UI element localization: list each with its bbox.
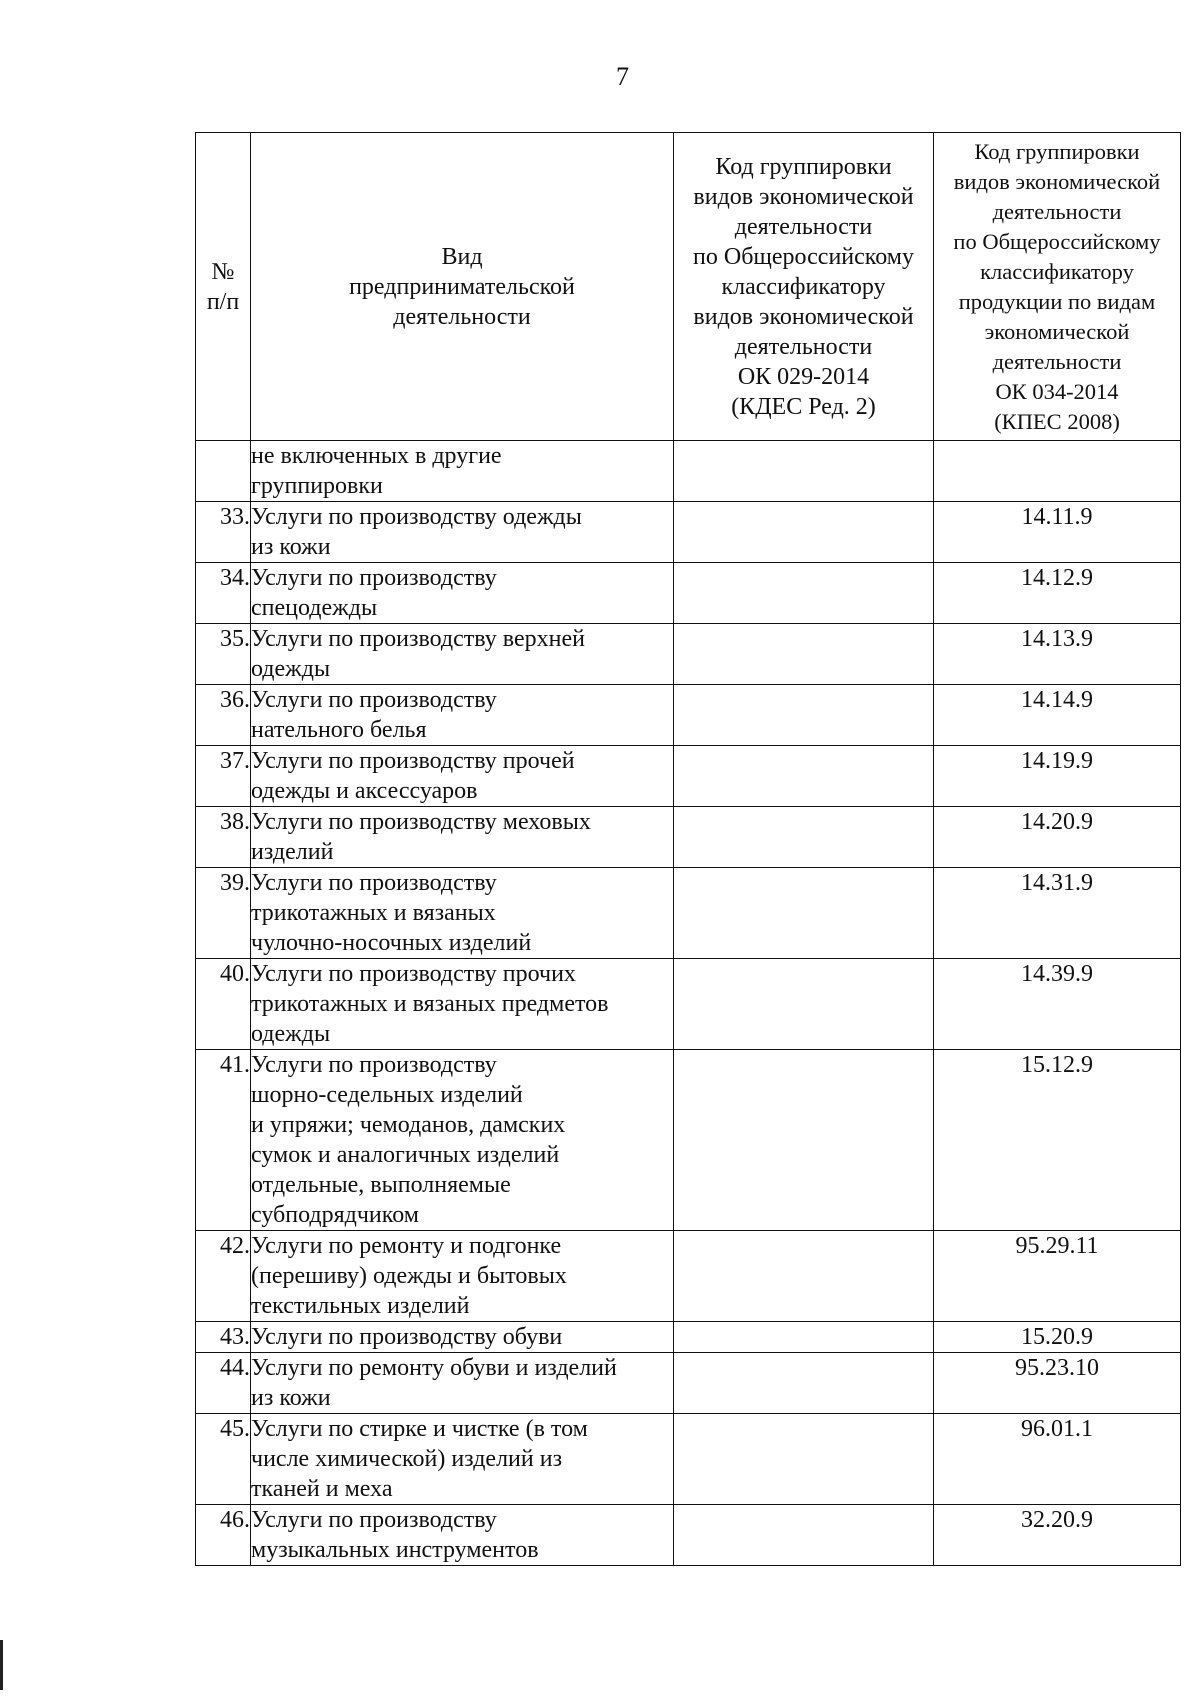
table-row	[196, 868, 1181, 959]
row-kind: Услуги по производству спецодежды	[251, 563, 674, 624]
row-kind: Услуги по производству меховых изделий	[251, 807, 674, 868]
row-code-okpd: 14.14.9	[934, 685, 1181, 746]
row-code-okved	[674, 441, 934, 502]
table-header-row	[196, 133, 1181, 441]
header-kind: Вид предпринимательской деятельности	[251, 133, 674, 441]
table-row	[196, 1322, 1181, 1353]
table-row	[196, 563, 1181, 624]
table-row	[196, 1231, 1181, 1322]
table-row	[196, 1505, 1181, 1566]
row-num: 41.	[196, 1050, 251, 1231]
row-code-okved	[674, 1231, 934, 1322]
row-code-okpd	[934, 441, 1181, 502]
row-code-okved	[674, 1353, 934, 1414]
row-code-okved	[674, 1322, 934, 1353]
row-kind: Услуги по производству трикотажных и вязаных чулочно-носочных изделий	[251, 868, 674, 959]
table-row	[196, 1353, 1181, 1414]
row-code-okved	[674, 868, 934, 959]
row-num	[196, 441, 251, 502]
row-code-okpd: 15.12.9	[934, 1050, 1181, 1231]
row-num: 43.	[196, 1322, 251, 1353]
row-code-okpd: 15.20.9	[934, 1322, 1181, 1353]
row-code-okpd: 14.20.9	[934, 807, 1181, 868]
row-code-okved	[674, 685, 934, 746]
row-code-okved	[674, 1050, 934, 1231]
row-num: 46.	[196, 1505, 251, 1566]
row-kind: Услуги по производству верхней одежды	[251, 624, 674, 685]
row-num: 36.	[196, 685, 251, 746]
table-row	[196, 624, 1181, 685]
row-code-okpd: 14.13.9	[934, 624, 1181, 685]
row-kind: Услуги по производству одежды из кожи	[251, 502, 674, 563]
header-code-okved: Код группировки видов экономической деятельности по Общероссийскому классификатору видов экономической деятельности ОК 029-2014 (КДЕС Ред. 2)	[674, 133, 934, 441]
header-code-okpd: Код группировки видов экономической деятельности по Общероссийскому классификатору продукции по видам экономической деятельности ОК 034-2014 (КПЕС 2008)	[934, 133, 1181, 441]
row-code-okved	[674, 1414, 934, 1505]
row-kind: Услуги по ремонту и подгонке (перешиву) одежды и бытовых текстильных изделий	[251, 1231, 674, 1322]
row-kind: Услуги по производству прочих трикотажных и вязаных предметов одежды	[251, 959, 674, 1050]
table-row	[196, 1050, 1181, 1231]
row-num: 40.	[196, 959, 251, 1050]
row-code-okpd: 96.01.1	[934, 1414, 1181, 1505]
row-code-okpd: 14.12.9	[934, 563, 1181, 624]
scan-edge-mark	[0, 1640, 3, 1690]
row-code-okpd: 14.19.9	[934, 746, 1181, 807]
row-code-okpd: 32.20.9	[934, 1505, 1181, 1566]
row-num: 45.	[196, 1414, 251, 1505]
row-kind: не включенных в другие группировки	[251, 441, 674, 502]
table-row	[196, 807, 1181, 868]
table-row	[196, 685, 1181, 746]
row-code-okved	[674, 563, 934, 624]
row-code-okved	[674, 624, 934, 685]
table-row	[196, 502, 1181, 563]
header-num: № п/п	[196, 133, 251, 441]
row-kind: Услуги по производству шорно-седельных изделий и упряжи; чемоданов, дамских сумок и аналогичных изделий отдельные, выполняемые субподрядчиком	[251, 1050, 674, 1231]
row-code-okpd: 14.31.9	[934, 868, 1181, 959]
table-row	[196, 746, 1181, 807]
row-num: 38.	[196, 807, 251, 868]
page-number: 7	[616, 62, 629, 91]
row-kind: Услуги по производству музыкальных инструментов	[251, 1505, 674, 1566]
row-num: 39.	[196, 868, 251, 959]
row-kind: Услуги по стирке и чистке (в том числе химической) изделий из тканей и меха	[251, 1414, 674, 1505]
row-code-okpd: 95.23.10	[934, 1353, 1181, 1414]
row-code-okved	[674, 959, 934, 1050]
row-code-okpd: 14.11.9	[934, 502, 1181, 563]
activity-codes-table	[195, 132, 1181, 1566]
row-code-okpd: 14.39.9	[934, 959, 1181, 1050]
row-kind: Услуги по производству нательного белья	[251, 685, 674, 746]
row-code-okved	[674, 502, 934, 563]
row-num: 37.	[196, 746, 251, 807]
row-num: 42.	[196, 1231, 251, 1322]
row-kind: Услуги по производству обуви	[251, 1322, 674, 1353]
row-code-okpd: 95.29.11	[934, 1231, 1181, 1322]
row-code-okved	[674, 746, 934, 807]
row-num: 33.	[196, 502, 251, 563]
row-code-okved	[674, 1505, 934, 1566]
table-row	[196, 1414, 1181, 1505]
row-num: 34.	[196, 563, 251, 624]
table-row	[196, 959, 1181, 1050]
table-row	[196, 441, 1181, 502]
row-code-okved	[674, 807, 934, 868]
row-num: 44.	[196, 1353, 251, 1414]
row-num: 35.	[196, 624, 251, 685]
row-kind: Услуги по ремонту обуви и изделий из кожи	[251, 1353, 674, 1414]
row-kind: Услуги по производству прочей одежды и аксессуаров	[251, 746, 674, 807]
